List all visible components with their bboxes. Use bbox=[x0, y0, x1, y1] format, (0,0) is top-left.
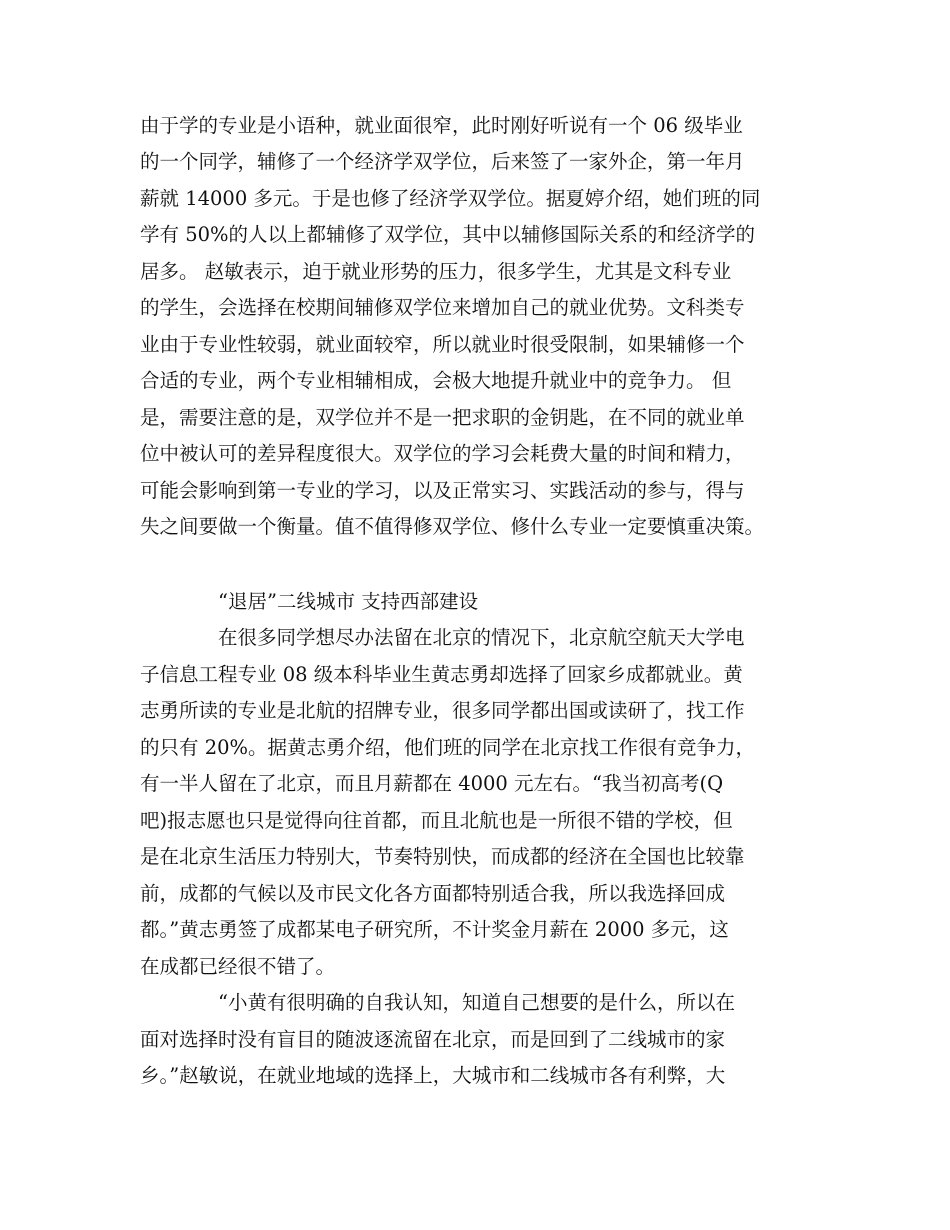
paragraph-1-line-10: 位中被认可的差异程度很大。双学位的学习会耗费大量的时间和精力， bbox=[140, 442, 745, 465]
paragraph-2-line-3: 志勇所读的专业是北航的招牌专业，很多同学都出国或读研了，找工作 bbox=[140, 699, 745, 722]
paragraph-1-line-12: 失之间要做一个衡量。值不值得修双学位、修什么专业一定要慎重决策。 bbox=[140, 515, 765, 538]
paragraph-2-line-4: 的只有 20%。据黄志勇介绍，他们班的同学在北京找工作很有竞争力， bbox=[140, 736, 756, 759]
paragraph-2-line-9: 都。”黄志勇签了成都某电子研究所，不计奖金月薪在 2000 多元，这 bbox=[140, 918, 729, 941]
paragraph-2-line-1: 在很多同学想尽办法留在北京的情况下，北京航空航天大学电 bbox=[218, 626, 745, 649]
paragraph-1-line-3: 薪就 14000 多元。于是也修了经济学双学位。据夏婷介绍，她们班的同 bbox=[140, 187, 761, 210]
paragraph-1-line-7: 业由于专业性较弱，就业面较窄，所以就业时很受限制，如果辅修一个 bbox=[140, 333, 745, 356]
paragraph-2-line-6: 吧)报志愿也只是觉得向往首都，而且北航也是一所很不错的学校，但 bbox=[140, 809, 733, 832]
paragraph-3-line-2: 面对选择时没有盲目的随波逐流留在北京，而是回到了二线城市的家 bbox=[140, 1028, 726, 1051]
paragraph-1-line-2: 的一个同学，辅修了一个经济学双学位，后来签了一家外企，第一年月 bbox=[140, 150, 745, 173]
paragraph-2-line-10: 在成都已经很不错了。 bbox=[140, 955, 336, 978]
paragraph-2-line-8: 前，成都的气候以及市民文化各方面都特别适合我，所以我选择回成 bbox=[140, 882, 726, 905]
paragraph-2-line-5: 有一半人留在了北京，而且月薪都在 4000 元左右。“我当初高考(Q bbox=[140, 772, 724, 795]
paragraph-3-line-1: “小黄有很明确的自我认知，知道自己想要的是什么，所以在 bbox=[218, 991, 735, 1014]
section-heading: “退居”二线城市 支持西部建设 bbox=[218, 590, 479, 613]
paragraph-1-line-11: 可能会影响到第一专业的学习，以及正常实习、实践活动的参与，得与 bbox=[140, 479, 745, 502]
paragraph-1-line-9: 是，需要注意的是，双学位并不是一把求职的金钥匙，在不同的就业单 bbox=[140, 406, 745, 429]
paragraph-1-line-5: 居多。 赵敏表示，迫于就业形势的压力，很多学生，尤其是文科专业 bbox=[140, 260, 732, 283]
paragraph-1-line-1: 由于学的专业是小语种，就业面很窄，此时刚好听说有一个 06 级毕业 bbox=[140, 114, 743, 137]
paragraph-2-line-2: 子信息工程专业 08 级本科毕业生黄志勇却选择了回家乡成都就业。黄 bbox=[140, 663, 743, 686]
paragraph-1-line-6: 的学生，会选择在校期间辅修双学位来增加自己的就业优势。文科类专 bbox=[140, 296, 745, 319]
paragraph-1-line-4: 学有 50%的人以上都辅修了双学位，其中以辅修国际关系的和经济学的 bbox=[140, 223, 756, 246]
paragraph-1-line-8: 合适的专业，两个专业相辅相成，会极大地提升就业中的竞争力。 但 bbox=[140, 369, 732, 392]
paragraph-2-line-7: 是在北京生活压力特别大，节奏特别快，而成都的经济在全国也比较靠 bbox=[140, 845, 745, 868]
paragraph-3-line-3: 乡。”赵敏说，在就业地域的选择上，大城市和二线城市各有利弊，大 bbox=[140, 1064, 726, 1087]
